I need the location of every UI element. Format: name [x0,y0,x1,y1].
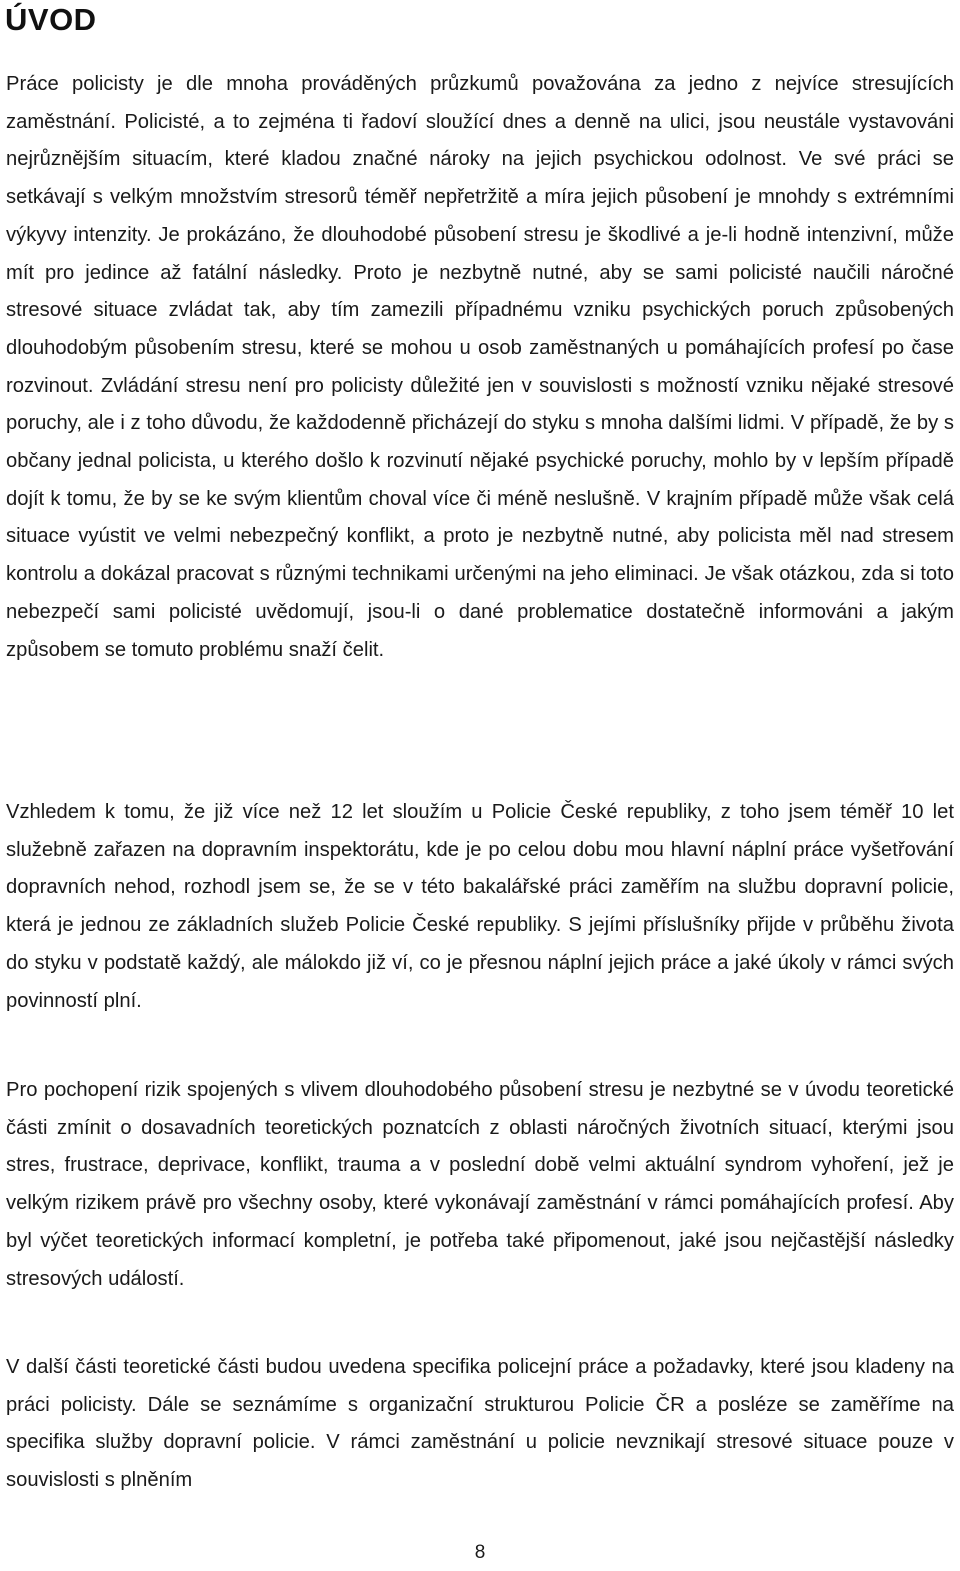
page-number: 8 [474,1542,486,1563]
paragraph-4: V další části teoretické části budou uvedena specifika policejní práce a požadavky, které jsou kladeny na práci policisty. Dále se seznámíme s organizační strukturou Policie ČR a posléze se zaměříme na specifika služby dopravní policie. V rámci zaměstnání u policie nevznikají stresové situace pouze v souvislosti s plněním [6,1356,954,1492]
paragraph-3: Pro pochopení rizik spojených s vlivem dlouhodobého působení stresu je nezbytné se v úvodu teoretické části zmínit o dosavadních teoretických poznatcích z oblasti náročných životních situací, kterými jsou stres, frustrace, deprivace, konflikt, trauma a v poslední době velmi aktuální syndrom vyhoření, jež je velkým rizikem právě pro všechny osoby, které vykonávají zaměstnání v rámci pomáhajících profesí. Aby byl výčet teoretických informací kompletní, je potřeba také připomenout, jaké jsou nejčastější následky stresových událostí. [6,1079,954,1290]
paragraph-1: Práce policisty je dle mnoha prováděných průzkumů považována za jedno z nejvíce stresujících zaměstnání. Policisté, a to zejména ti řadoví sloužící dnes a denně na ulici, jsou neustále vystavováni nejrůznějším situacím, které kladou značné nároky na jejich psychickou odolnost. Ve své práci se setkávají s velkým množstvím stresorů téměř nepřetržitě a míra jejich působení je mnohdy s extrémními výkyvy intenzity. Je prokázáno, že dlouhodobé působení stresu je škodlivé a je-li hodně intenzivní, může mít pro jedince až fatální následky. Proto je nezbytně nutné, aby se sami policisté naučili náročné stresové situace zvládat tak, aby tím zamezili případnému vzniku psychických poruch způsobených dlouhodobým působením stresu, které se mohou u osob zaměstnaných u pomáhajících profesí po čase rozvinout. Zvládání stresu není pro policisty důležité jen v souvislosti s možností vzniku nějaké stresové poruchy, ale i z toho důvodu, že každodenně přicházejí do styku s mnoha dalšími lidmi. V případě, že by s občany jednal policista, u kterého došlo k rozvinutí nějaké psychické poruchy, mohlo by v lepším případě dojít k tomu, že by se ke svým klientům choval více či méně neslušně. V krajním případě může však celá situace vyústit ve velmi nebezpečný konflikt, a proto je nezbytně nutné, aby policista měl nad stresem kontrolu a dokázal pracovat s různými technikami určenými na jeho eliminaci. Je však otázkou, zda si toto nebezpečí sami policisté uvědomují, jsou-li o dané problematice dostatečně informováni a jakým způsobem se tomuto problému snaží čelit. [6,73,954,661]
paragraph-2: Vzhledem k tomu, že již více než 12 let sloužím u Policie České republiky, z toho jsem téměř 10 let služebně zařazen na dopravním inspektorátu, kde je po celou dobu mou hlavní náplní práce vyšetřování dopravních nehod, rozhodl jsem se, že se v této bakalářské práci zaměřím na službu dopravní policie, která je jednou ze základních služeb Policie České republiky. S jejími příslušníky přijde v průběhu života do styku v podstatě každý, ale málokdo již ví, co je přesnou náplní jejich práce a jaké úkoly v rámci svých povinností plní. [6,801,954,1012]
page-heading: ÚVOD [5,2,97,37]
